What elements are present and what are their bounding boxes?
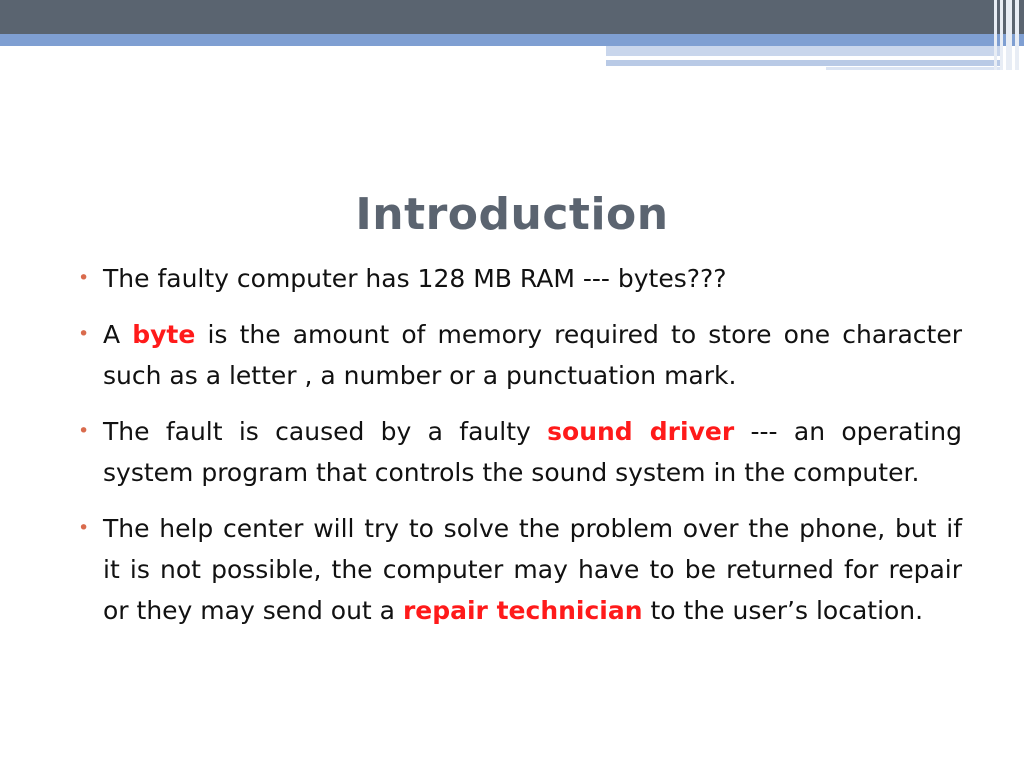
header-blue-band: [0, 34, 1024, 46]
header-edge-stripe: [1000, 0, 1003, 70]
bullet-text: --- an operating system program that controls the sound system in the computer.: [103, 417, 962, 487]
bullet-text: to the user’s location.: [642, 596, 924, 625]
bullet-item: [70, 411, 962, 493]
header-stripe: [606, 46, 1000, 56]
highlight-term: repair technician: [402, 596, 643, 625]
header-edge-stripe: [1015, 0, 1019, 70]
highlight-term: byte: [132, 320, 196, 349]
bullet-dot: •: [78, 267, 90, 289]
bullet-text: is the amount of memory required to store one character such as a letter , a number or a punctuation mark.: [103, 320, 962, 390]
bullet-item: [70, 314, 962, 396]
header-dark-band: [0, 0, 1024, 34]
bullet-list: [70, 258, 962, 646]
bullet-dot: •: [78, 323, 90, 345]
highlight-term: sound driver: [547, 417, 735, 446]
bullet-text: The faulty computer has 128 MB RAM --- bytes???: [103, 264, 727, 293]
bullet-item: [70, 258, 962, 299]
header-stripe: [606, 60, 1000, 66]
bullet-text: The fault is caused by a faulty: [103, 417, 548, 446]
header-stripe: [826, 67, 1000, 70]
header-edge-stripe: [1006, 0, 1012, 70]
header-edge-stripe: [994, 0, 997, 70]
slide-title: Introduction: [355, 189, 669, 241]
bullet-item: [70, 508, 962, 631]
bullet-dot: •: [78, 517, 90, 539]
bullet-dot: •: [78, 420, 90, 442]
bullet-text: A: [103, 320, 133, 349]
bullet-text: The help center will try to solve the problem over the phone, but if it is not possible, the computer may have to be returned for repair or they may send out a: [103, 514, 962, 625]
